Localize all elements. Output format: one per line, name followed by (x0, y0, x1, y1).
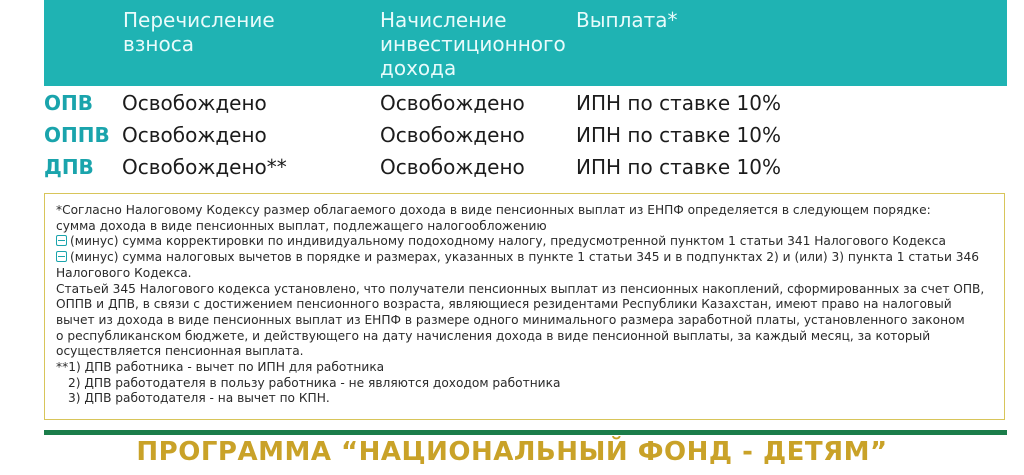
note-line: вычет из дохода в виде пенсионных выплат из ЕНПФ в размере одного минимального размера заработной платы, установленного законом (56, 312, 965, 327)
note-line: **1) ДПВ работника - вычет по ИПН для работника (56, 360, 385, 375)
table-header (44, 0, 1007, 86)
cell-transfer: Освобождено (122, 91, 267, 115)
minus-icon (56, 251, 67, 262)
note-line: *Согласно Налоговому Кодексу размер облагаемого дохода в виде пенсионных выплат из ЕНПФ определяется в следующем порядке: (56, 203, 931, 217)
divider (44, 430, 1007, 435)
note-line: Статьей 345 Налогового кодекса установлено, что получатели пенсионных выплат из пенсионных накоплений, сформированных за счет ОПВ, (56, 281, 985, 296)
table-row (0, 122, 1024, 150)
header-payout: Выплата* (576, 8, 678, 32)
note-line: ОППВ и ДПВ, в связи с достижением пенсионного возраста, являющиеся резидентами Республики Казахстан, имеют право на налоговый (56, 297, 952, 312)
table-row (0, 154, 1024, 182)
header-transfer: Перечисление взноса (123, 8, 275, 56)
note-line-minus: (минус) сумма налоговых вычетов в порядке и размерах, указанных в пункте 1 статьи 345 и в подпунктах 2) и (или) 3) пункта 1 статьи 346 (56, 250, 994, 266)
program-title: ПРОГРАММА “НАЦИОНАЛЬНЫЙ ФОНД - ДЕТЯМ” (136, 437, 888, 467)
row-code: ОПВ (44, 91, 93, 115)
cell-payout: ИПН по ставке 10% (576, 123, 781, 147)
cell-investment-income: Освобождено (380, 91, 525, 115)
cell-payout: ИПН по ставке 10% (576, 155, 781, 179)
note-line: Налогового Кодекса. (56, 265, 192, 280)
note-line: 2) ДПВ работодателя в пользу работника - не являются доходом работника (68, 375, 561, 390)
note-line: сумма дохода в виде пенсионных выплат, подлежащего налогообложению (56, 218, 547, 233)
cell-investment-income: Освобождено (380, 155, 525, 179)
cell-payout: ИПН по ставке 10% (576, 91, 781, 115)
cell-investment-income: Освобождено (380, 123, 525, 147)
header-investment-income: Начисление инвестиционного дохода (380, 8, 566, 80)
cell-transfer: Освобождено** (122, 155, 287, 179)
minus-icon (56, 235, 67, 246)
table-row (0, 90, 1024, 118)
row-code: ДПВ (44, 155, 94, 179)
footnote-box (44, 193, 1005, 420)
note-line: 3) ДПВ работодателя - на вычет по КПН. (68, 391, 330, 406)
note-line-minus: (минус) сумма корректировки по индивидуальному подоходному налогу, предусмотренной пунктом 1 статьи 341 Налогового Кодекса (56, 234, 994, 250)
note-line: о республиканском бюджете, и действующего на дату начисления дохода в виде пенсионной выплаты, за каждый месяц, за который (56, 328, 931, 343)
cell-transfer: Освобождено (122, 123, 267, 147)
row-code: ОППВ (44, 123, 110, 147)
note-line: осуществляется пенсионная выплата. (56, 344, 304, 359)
